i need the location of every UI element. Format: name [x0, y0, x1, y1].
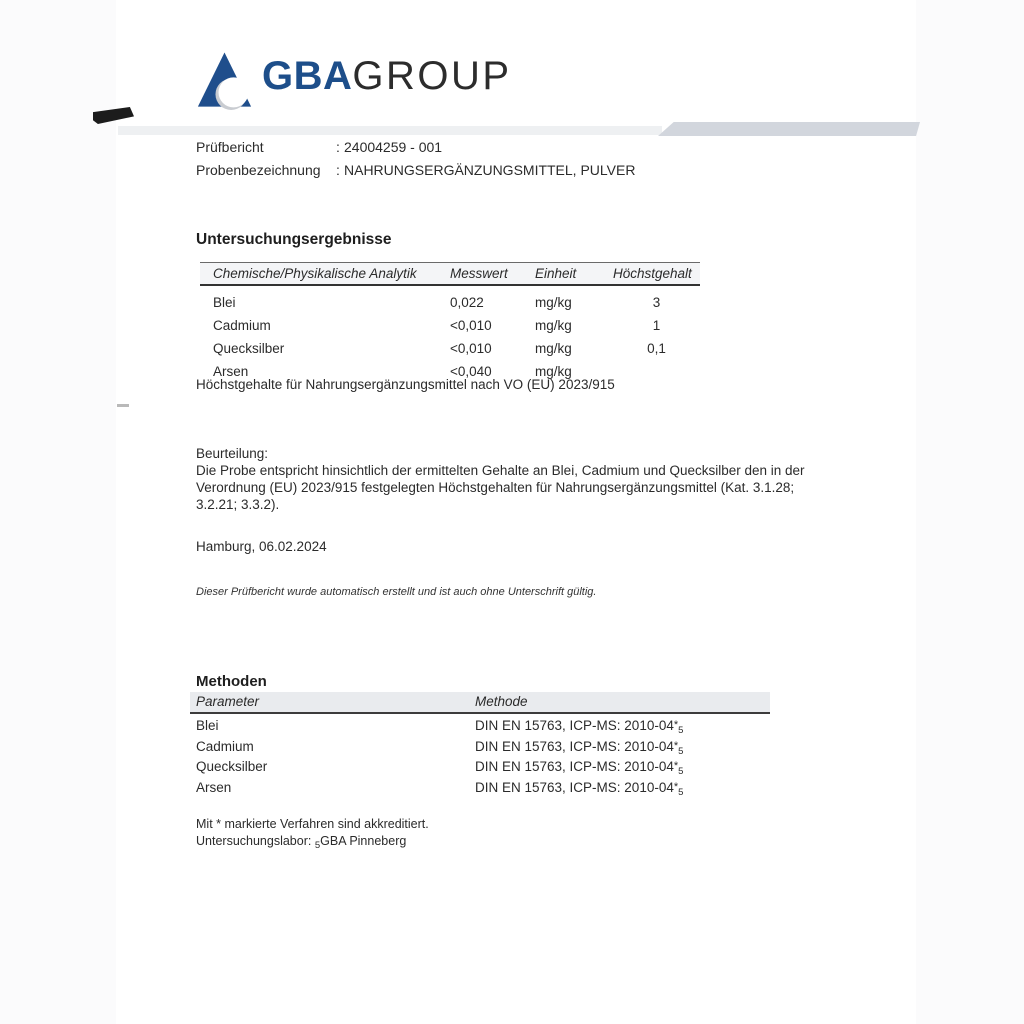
assessment-block — [196, 445, 828, 513]
table-row — [190, 776, 770, 797]
lab-subscript: 5 — [314, 839, 321, 851]
table-row — [190, 714, 770, 735]
assessment-text: Die Probe entspricht hinsichtlich der ermittelten Gehalte an Blei, Cadmium und Quecksilber den in der Verordnung (EU) 2023/915 festgelegten Höchstgehalten für Nahrungsergänzungsmittel (Kat. 3.1.28; 3.2.21; 3.3.2). — [196, 463, 805, 512]
column-header-methode: Methode — [475, 694, 528, 709]
auto-generated-note: Dieser Prüfbericht wurde automatisch erstellt und ist auch ohne Unterschrift gültig. — [196, 586, 597, 598]
lab-subscript: 5 — [678, 786, 684, 798]
table-row — [200, 291, 700, 314]
column-header-hoechstgehalt: Höchstgehalt — [613, 266, 692, 281]
column-header-parameter: Parameter — [196, 694, 260, 709]
field-label-pruefbericht: Prüfbericht — [196, 139, 264, 155]
method-value — [475, 780, 770, 798]
results-section-title: Untersuchungsergebnisse — [196, 231, 392, 248]
scan-edge-right — [916, 0, 1024, 1024]
measured-value: <0,010 — [450, 318, 492, 333]
methods-table — [190, 692, 770, 796]
field-separator: : — [336, 139, 340, 155]
unit: mg/kg — [535, 364, 572, 379]
accreditation-asterisk: * — [673, 719, 679, 731]
accreditation-asterisk: * — [673, 780, 679, 793]
field-label-probenbezeichnung: Probenbezeichnung — [196, 162, 321, 178]
method-value — [475, 739, 770, 757]
lab-subscript: 5 — [678, 725, 684, 736]
footer-notes — [196, 816, 429, 854]
report-header-fields — [196, 139, 635, 185]
page-edge-band-light — [118, 126, 662, 135]
limit-value: 3 — [652, 295, 661, 310]
limit-value: 1 — [652, 318, 661, 333]
parameter-name: Quecksilber — [196, 759, 268, 774]
methods-section-title: Methoden — [196, 673, 267, 690]
measured-value: <0,010 — [450, 341, 492, 356]
parameter-name: Cadmium — [196, 738, 254, 754]
method-value — [475, 718, 770, 736]
lab-label: Untersuchungslabor: — [196, 833, 312, 848]
gba-logo — [196, 50, 512, 112]
limits-reference-note: Höchstgehalte für Nahrungsergänzungsmittel nach VO (EU) 2023/915 — [196, 377, 615, 392]
field-separator: : — [336, 162, 340, 178]
results-table-header-row — [200, 266, 700, 281]
parameter-name: Arsen — [196, 779, 232, 795]
margin-fold-mark — [117, 404, 129, 407]
limit-value — [613, 364, 700, 383]
method-base: DIN EN 15763, ICP-MS: 2010-04 — [475, 759, 674, 774]
lab-subscript: 5 — [678, 766, 684, 777]
limit-value: 0,1 — [647, 341, 666, 356]
analyte-name: Cadmium — [213, 318, 271, 333]
method-value — [475, 759, 770, 777]
analyte-name: Blei — [213, 295, 236, 310]
brand-text-gba: GBA — [262, 54, 353, 98]
report-number-row — [196, 139, 635, 155]
method-base: DIN EN 15763, ICP-MS: 2010-04 — [475, 779, 674, 795]
unit: mg/kg — [535, 341, 572, 356]
sample-name-row — [196, 162, 635, 178]
page-edge-band-dark — [658, 122, 920, 136]
brand-text-group: GROUP — [352, 54, 512, 98]
analyte-name: Quecksilber — [213, 341, 285, 356]
lab-subscript: 5 — [678, 745, 684, 757]
place-date: Hamburg, 06.02.2024 — [196, 539, 327, 554]
measured-value: 0,022 — [450, 295, 484, 310]
lab-line — [196, 833, 429, 855]
accreditation-asterisk: * — [673, 760, 679, 772]
parameter-name: Blei — [196, 718, 219, 733]
analyte-name: Arsen — [213, 364, 249, 379]
unit: mg/kg — [535, 295, 572, 310]
method-base: DIN EN 15763, ICP-MS: 2010-04 — [475, 718, 674, 733]
results-table-body — [200, 291, 700, 383]
methods-table-header-row — [190, 692, 770, 712]
results-table-header-rule — [200, 284, 700, 286]
logo-triangle-icon — [196, 50, 253, 112]
results-table-top-rule — [200, 262, 700, 263]
table-row — [200, 314, 700, 337]
table-row — [190, 755, 770, 776]
method-base: DIN EN 15763, ICP-MS: 2010-04 — [475, 738, 674, 754]
assessment-label: Beurteilung: — [196, 446, 269, 461]
column-header-messwert: Messwert — [450, 266, 508, 281]
table-row — [190, 735, 770, 756]
table-row — [200, 337, 700, 360]
column-header-einheit: Einheit — [535, 266, 577, 281]
unit: mg/kg — [535, 318, 572, 333]
scan-edge-left — [0, 0, 116, 1024]
measured-value: <0,040 — [450, 364, 492, 379]
brand-text — [262, 56, 512, 96]
accreditation-asterisk: * — [673, 739, 679, 752]
report-number-value: 24004259 - 001 — [344, 139, 443, 155]
sample-name-value: NAHRUNGSERGÄNZUNGSMITTEL, PULVER — [344, 162, 636, 178]
accreditation-note: Mit * markierte Verfahren sind akkreditiert. — [196, 817, 429, 831]
lab-value: GBA Pinneberg — [320, 833, 407, 848]
column-header-analytik: Chemische/Physikalische Analytik — [213, 266, 417, 281]
